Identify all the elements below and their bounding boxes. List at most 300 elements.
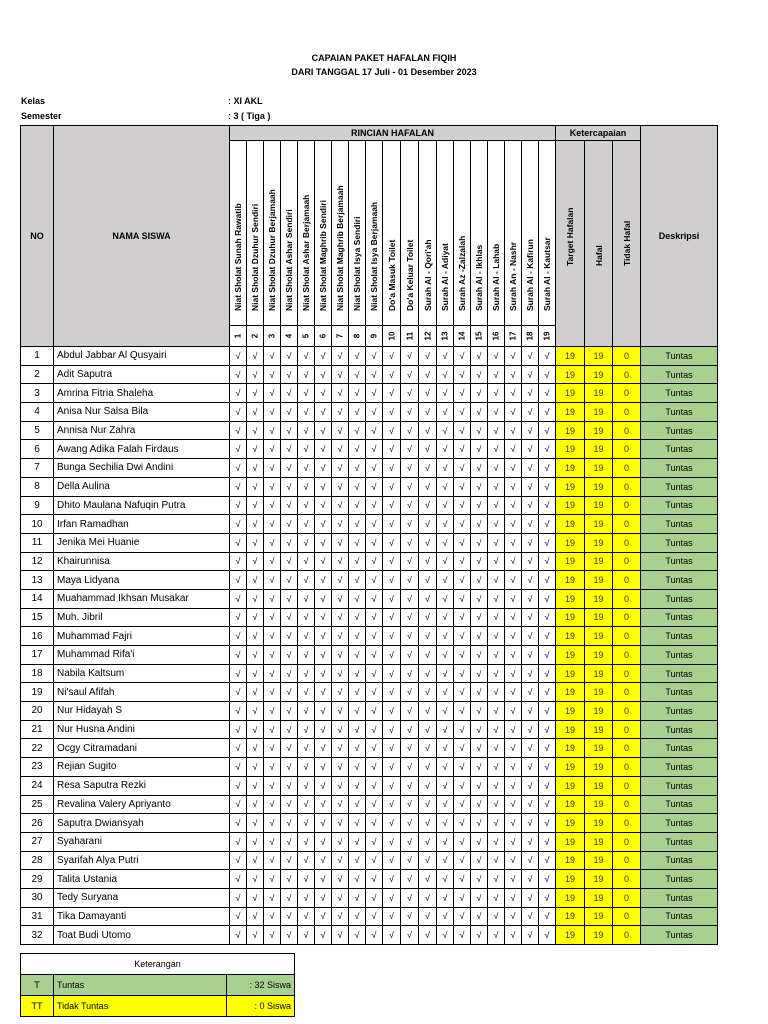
item-number-label: 1 xyxy=(233,333,243,339)
check-cell: √ xyxy=(264,589,281,608)
check-cell: √ xyxy=(349,365,366,384)
item-number-label: 8 xyxy=(352,333,362,339)
check-cell: √ xyxy=(298,552,315,571)
check-cell: √ xyxy=(332,814,349,833)
table-row xyxy=(21,888,718,907)
table-row xyxy=(21,683,718,702)
check-cell: √ xyxy=(298,870,315,889)
check-cell: √ xyxy=(298,459,315,478)
row-number: 23 xyxy=(21,758,54,777)
item-number xyxy=(471,326,488,347)
check-cell: √ xyxy=(298,702,315,721)
check-cell: √ xyxy=(454,477,471,496)
check-cell: √ xyxy=(383,440,401,459)
check-cell: √ xyxy=(315,758,332,777)
check-cell: √ xyxy=(488,365,505,384)
check-cell: √ xyxy=(332,776,349,795)
target-cell: 19 xyxy=(556,926,585,945)
check-cell: √ xyxy=(419,683,437,702)
check-cell: √ xyxy=(298,571,315,590)
check-cell: √ xyxy=(366,814,383,833)
item-number-label: 12 xyxy=(423,331,432,341)
check-cell: √ xyxy=(505,365,522,384)
check-cell: √ xyxy=(366,795,383,814)
check-cell: √ xyxy=(437,403,454,422)
item-number xyxy=(437,326,454,347)
deskripsi-cell: Tuntas xyxy=(641,926,718,945)
check-cell: √ xyxy=(437,571,454,590)
deskripsi-cell: Tuntas xyxy=(641,365,718,384)
hafalan-item-label: Niat Sholat Maghrib Sendiri xyxy=(318,200,328,311)
check-cell: √ xyxy=(230,888,247,907)
check-cell: √ xyxy=(264,832,281,851)
check-cell: √ xyxy=(539,832,556,851)
check-cell: √ xyxy=(471,440,488,459)
check-cell: √ xyxy=(401,477,419,496)
check-cell: √ xyxy=(349,720,366,739)
hafal-cell: 19 xyxy=(585,627,613,646)
target-cell: 19 xyxy=(556,515,585,534)
table-row xyxy=(21,421,718,440)
check-cell: √ xyxy=(281,888,298,907)
tidak-hafal-cell: 0 xyxy=(613,795,641,814)
student-name: Nabila Kaltsum xyxy=(54,664,230,683)
check-cell: √ xyxy=(383,421,401,440)
tidak-hafal-cell: 0 xyxy=(613,589,641,608)
check-cell: √ xyxy=(247,440,264,459)
check-cell: √ xyxy=(419,646,437,665)
hafalan-item-label: Surah Al - Kafirun xyxy=(525,239,535,311)
check-cell: √ xyxy=(454,347,471,366)
check-cell: √ xyxy=(298,832,315,851)
hafalan-item-label: Do'a Masuk Toilet xyxy=(386,239,397,311)
check-cell: √ xyxy=(247,571,264,590)
check-cell: √ xyxy=(230,440,247,459)
check-cell: √ xyxy=(488,832,505,851)
hafal-cell: 19 xyxy=(585,720,613,739)
check-cell: √ xyxy=(488,608,505,627)
check-cell: √ xyxy=(437,347,454,366)
check-cell: √ xyxy=(230,403,247,422)
check-cell: √ xyxy=(264,776,281,795)
check-cell: √ xyxy=(505,552,522,571)
check-cell: √ xyxy=(264,739,281,758)
legend-label: Tuntas xyxy=(54,975,227,996)
check-cell: √ xyxy=(349,646,366,665)
check-cell: √ xyxy=(437,421,454,440)
check-cell: √ xyxy=(454,608,471,627)
target-cell: 19 xyxy=(556,907,585,926)
check-cell: √ xyxy=(471,646,488,665)
check-cell: √ xyxy=(437,515,454,534)
row-number: 29 xyxy=(21,870,54,889)
check-cell: √ xyxy=(366,477,383,496)
check-cell: √ xyxy=(401,403,419,422)
check-cell: √ xyxy=(281,646,298,665)
check-cell: √ xyxy=(349,421,366,440)
check-cell: √ xyxy=(349,702,366,721)
ketercapaian-col-header xyxy=(585,141,613,347)
check-cell: √ xyxy=(349,384,366,403)
check-cell: √ xyxy=(264,795,281,814)
check-cell: √ xyxy=(454,720,471,739)
hafalan-item-header xyxy=(349,141,366,326)
check-cell: √ xyxy=(230,870,247,889)
check-cell: √ xyxy=(298,589,315,608)
check-cell: √ xyxy=(349,571,366,590)
check-cell: √ xyxy=(401,664,419,683)
student-name: Muh. Jibril xyxy=(54,608,230,627)
check-cell: √ xyxy=(454,627,471,646)
check-cell: √ xyxy=(437,702,454,721)
target-cell: 19 xyxy=(556,440,585,459)
check-cell: √ xyxy=(488,477,505,496)
check-cell: √ xyxy=(247,758,264,777)
check-cell: √ xyxy=(471,926,488,945)
row-number: 18 xyxy=(21,664,54,683)
check-cell: √ xyxy=(522,627,539,646)
check-cell: √ xyxy=(419,533,437,552)
check-cell: √ xyxy=(471,888,488,907)
student-name: Muahammad Ikhsan Musakar xyxy=(54,589,230,608)
check-cell: √ xyxy=(281,720,298,739)
target-cell: 19 xyxy=(556,459,585,478)
table-row xyxy=(21,758,718,777)
check-cell: √ xyxy=(298,403,315,422)
check-cell: √ xyxy=(437,851,454,870)
tidak-hafal-cell: 0 xyxy=(613,365,641,384)
check-cell: √ xyxy=(230,814,247,833)
check-cell: √ xyxy=(230,720,247,739)
row-number: 7 xyxy=(21,459,54,478)
deskripsi-cell: Tuntas xyxy=(641,403,718,422)
hafal-cell: 19 xyxy=(585,851,613,870)
check-cell: √ xyxy=(264,571,281,590)
target-cell: 19 xyxy=(556,608,585,627)
check-cell: √ xyxy=(281,608,298,627)
hafalan-item-header xyxy=(298,141,315,326)
check-cell: √ xyxy=(366,533,383,552)
check-cell: √ xyxy=(315,571,332,590)
check-cell: √ xyxy=(539,571,556,590)
check-cell: √ xyxy=(383,477,401,496)
check-cell: √ xyxy=(419,739,437,758)
hafalan-item-header xyxy=(401,141,419,326)
hafalan-item-header xyxy=(264,141,281,326)
target-cell: 19 xyxy=(556,384,585,403)
hafal-cell: 19 xyxy=(585,496,613,515)
check-cell: √ xyxy=(230,496,247,515)
check-cell: √ xyxy=(383,646,401,665)
check-cell: √ xyxy=(505,533,522,552)
check-cell: √ xyxy=(366,440,383,459)
hafalan-item-label: Niat Sholat Ashar Sendiri xyxy=(284,209,294,311)
tidak-hafal-cell: 0 xyxy=(613,926,641,945)
deskripsi-cell: Tuntas xyxy=(641,608,718,627)
target-cell: 19 xyxy=(556,533,585,552)
ketercapaian-col-header xyxy=(556,141,585,347)
check-cell: √ xyxy=(454,926,471,945)
hafalan-item-header xyxy=(366,141,383,326)
hafalan-item-label: Niat Sholat Maghrib Berjamaah xyxy=(335,185,345,311)
check-cell: √ xyxy=(471,421,488,440)
target-cell: 19 xyxy=(556,776,585,795)
check-cell: √ xyxy=(539,870,556,889)
item-number-label: 14 xyxy=(457,331,467,341)
check-cell: √ xyxy=(281,440,298,459)
kelas-value: : XI AKL xyxy=(228,96,263,106)
check-cell: √ xyxy=(488,459,505,478)
check-cell: √ xyxy=(505,571,522,590)
check-cell: √ xyxy=(315,683,332,702)
item-number xyxy=(522,326,539,347)
check-cell: √ xyxy=(315,496,332,515)
deskripsi-cell: Tuntas xyxy=(641,533,718,552)
check-cell: √ xyxy=(522,907,539,926)
check-cell: √ xyxy=(383,720,401,739)
item-number-label: 13 xyxy=(440,331,450,341)
target-cell: 19 xyxy=(556,571,585,590)
check-cell: √ xyxy=(264,926,281,945)
check-cell: √ xyxy=(454,533,471,552)
row-number: 25 xyxy=(21,795,54,814)
deskripsi-cell: Tuntas xyxy=(641,720,718,739)
check-cell: √ xyxy=(349,459,366,478)
target-cell: 19 xyxy=(556,646,585,665)
check-cell: √ xyxy=(383,907,401,926)
hafalan-item-header xyxy=(247,141,264,326)
check-cell: √ xyxy=(539,907,556,926)
hafal-cell: 19 xyxy=(585,683,613,702)
hafalan-item-label: Niat Sholat Isya Sendiri xyxy=(352,216,362,311)
check-cell: √ xyxy=(539,926,556,945)
item-number xyxy=(488,326,505,347)
check-cell: √ xyxy=(419,814,437,833)
check-cell: √ xyxy=(454,870,471,889)
check-cell: √ xyxy=(264,720,281,739)
table-row xyxy=(21,477,718,496)
check-cell: √ xyxy=(522,795,539,814)
check-cell: √ xyxy=(383,403,401,422)
check-cell: √ xyxy=(349,589,366,608)
table-row xyxy=(21,851,718,870)
check-cell: √ xyxy=(505,440,522,459)
check-cell: √ xyxy=(419,888,437,907)
check-cell: √ xyxy=(454,739,471,758)
check-cell: √ xyxy=(539,608,556,627)
check-cell: √ xyxy=(383,515,401,534)
legend-value: : 32 Siswa xyxy=(227,975,295,996)
target-cell: 19 xyxy=(556,365,585,384)
check-cell: √ xyxy=(315,776,332,795)
check-cell: √ xyxy=(349,739,366,758)
hafalan-item-header xyxy=(281,141,298,326)
check-cell: √ xyxy=(419,851,437,870)
tidak-hafal-cell: 0 xyxy=(613,496,641,515)
check-cell: √ xyxy=(454,440,471,459)
check-cell: √ xyxy=(332,683,349,702)
check-cell: √ xyxy=(264,384,281,403)
item-number xyxy=(298,326,315,347)
row-number: 28 xyxy=(21,851,54,870)
check-cell: √ xyxy=(522,814,539,833)
check-cell: √ xyxy=(505,776,522,795)
check-cell: √ xyxy=(401,814,419,833)
check-cell: √ xyxy=(539,814,556,833)
table-row xyxy=(21,702,718,721)
tidak-hafal-cell: 0 xyxy=(613,646,641,665)
check-cell: √ xyxy=(437,832,454,851)
check-cell: √ xyxy=(230,552,247,571)
check-cell: √ xyxy=(401,608,419,627)
check-cell: √ xyxy=(332,907,349,926)
item-number-label: 5 xyxy=(301,333,311,339)
check-cell: √ xyxy=(315,720,332,739)
check-cell: √ xyxy=(315,421,332,440)
check-cell: √ xyxy=(401,589,419,608)
check-cell: √ xyxy=(383,589,401,608)
check-cell: √ xyxy=(419,421,437,440)
check-cell: √ xyxy=(332,926,349,945)
check-cell: √ xyxy=(488,515,505,534)
check-cell: √ xyxy=(366,403,383,422)
deskripsi-cell: Tuntas xyxy=(641,683,718,702)
row-number: 20 xyxy=(21,702,54,721)
check-cell: √ xyxy=(471,496,488,515)
tidak-hafal-cell: 0 xyxy=(613,739,641,758)
hafal-cell: 19 xyxy=(585,664,613,683)
check-cell: √ xyxy=(230,702,247,721)
item-number xyxy=(281,326,298,347)
student-name: Revalina Valery Apriyanto xyxy=(54,795,230,814)
hafal-cell: 19 xyxy=(585,589,613,608)
check-cell: √ xyxy=(471,851,488,870)
check-cell: √ xyxy=(383,571,401,590)
check-cell: √ xyxy=(401,926,419,945)
check-cell: √ xyxy=(349,907,366,926)
check-cell: √ xyxy=(247,795,264,814)
check-cell: √ xyxy=(332,758,349,777)
check-cell: √ xyxy=(522,552,539,571)
check-cell: √ xyxy=(471,589,488,608)
check-cell: √ xyxy=(332,870,349,889)
table-row xyxy=(21,515,718,534)
check-cell: √ xyxy=(401,552,419,571)
check-cell: √ xyxy=(230,795,247,814)
check-cell: √ xyxy=(488,814,505,833)
check-cell: √ xyxy=(505,403,522,422)
hafalan-item-header xyxy=(454,141,471,326)
check-cell: √ xyxy=(505,832,522,851)
row-number: 1 xyxy=(21,347,54,366)
check-cell: √ xyxy=(539,739,556,758)
table-row xyxy=(21,403,718,422)
check-cell: √ xyxy=(437,589,454,608)
check-cell: √ xyxy=(401,795,419,814)
check-cell: √ xyxy=(298,627,315,646)
tidak-hafal-cell: 0 xyxy=(613,515,641,534)
hafalan-item-header xyxy=(437,141,454,326)
deskripsi-cell: Tuntas xyxy=(641,347,718,366)
hafal-cell: 19 xyxy=(585,739,613,758)
check-cell: √ xyxy=(315,347,332,366)
check-cell: √ xyxy=(315,795,332,814)
table-row xyxy=(21,552,718,571)
student-name: Toat Budi Utomo xyxy=(54,926,230,945)
check-cell: √ xyxy=(264,907,281,926)
check-cell: √ xyxy=(471,403,488,422)
check-cell: √ xyxy=(281,627,298,646)
check-cell: √ xyxy=(437,477,454,496)
check-cell: √ xyxy=(437,907,454,926)
student-name: Nur Husna Andini xyxy=(54,720,230,739)
check-cell: √ xyxy=(315,552,332,571)
table-row xyxy=(21,739,718,758)
tidak-hafal-cell: 0 xyxy=(613,440,641,459)
check-cell: √ xyxy=(471,384,488,403)
check-cell: √ xyxy=(366,347,383,366)
check-cell: √ xyxy=(281,459,298,478)
check-cell: √ xyxy=(437,888,454,907)
check-cell: √ xyxy=(281,515,298,534)
check-cell: √ xyxy=(488,683,505,702)
check-cell: √ xyxy=(505,888,522,907)
check-cell: √ xyxy=(471,814,488,833)
check-cell: √ xyxy=(264,758,281,777)
check-cell: √ xyxy=(315,627,332,646)
deskripsi-cell: Tuntas xyxy=(641,832,718,851)
ketercapaian-col-label: Hafal xyxy=(593,245,604,266)
check-cell: √ xyxy=(366,459,383,478)
check-cell: √ xyxy=(454,664,471,683)
student-name: Irfan Ramadhan xyxy=(54,515,230,534)
check-cell: √ xyxy=(383,758,401,777)
table-row xyxy=(21,365,718,384)
deskripsi-cell: Tuntas xyxy=(641,758,718,777)
hafal-cell: 19 xyxy=(585,403,613,422)
check-cell: √ xyxy=(298,814,315,833)
row-number: 11 xyxy=(21,533,54,552)
check-cell: √ xyxy=(230,926,247,945)
table-row xyxy=(21,571,718,590)
row-number: 9 xyxy=(21,496,54,515)
check-cell: √ xyxy=(401,571,419,590)
check-cell: √ xyxy=(247,926,264,945)
check-cell: √ xyxy=(454,646,471,665)
target-cell: 19 xyxy=(556,851,585,870)
check-cell: √ xyxy=(401,365,419,384)
check-cell: √ xyxy=(505,646,522,665)
student-name: Muhammad Rifa'i xyxy=(54,646,230,665)
item-number-label: 9 xyxy=(369,333,379,339)
check-cell: √ xyxy=(366,646,383,665)
item-number xyxy=(401,326,419,347)
check-cell: √ xyxy=(488,646,505,665)
check-cell: √ xyxy=(437,384,454,403)
check-cell: √ xyxy=(332,832,349,851)
check-cell: √ xyxy=(332,571,349,590)
tidak-hafal-cell: 0 xyxy=(613,608,641,627)
check-cell: √ xyxy=(332,795,349,814)
check-cell: √ xyxy=(349,926,366,945)
check-cell: √ xyxy=(366,702,383,721)
tidak-hafal-cell: 0 xyxy=(613,347,641,366)
check-cell: √ xyxy=(366,926,383,945)
check-cell: √ xyxy=(230,758,247,777)
check-cell: √ xyxy=(419,795,437,814)
check-cell: √ xyxy=(315,365,332,384)
check-cell: √ xyxy=(332,347,349,366)
